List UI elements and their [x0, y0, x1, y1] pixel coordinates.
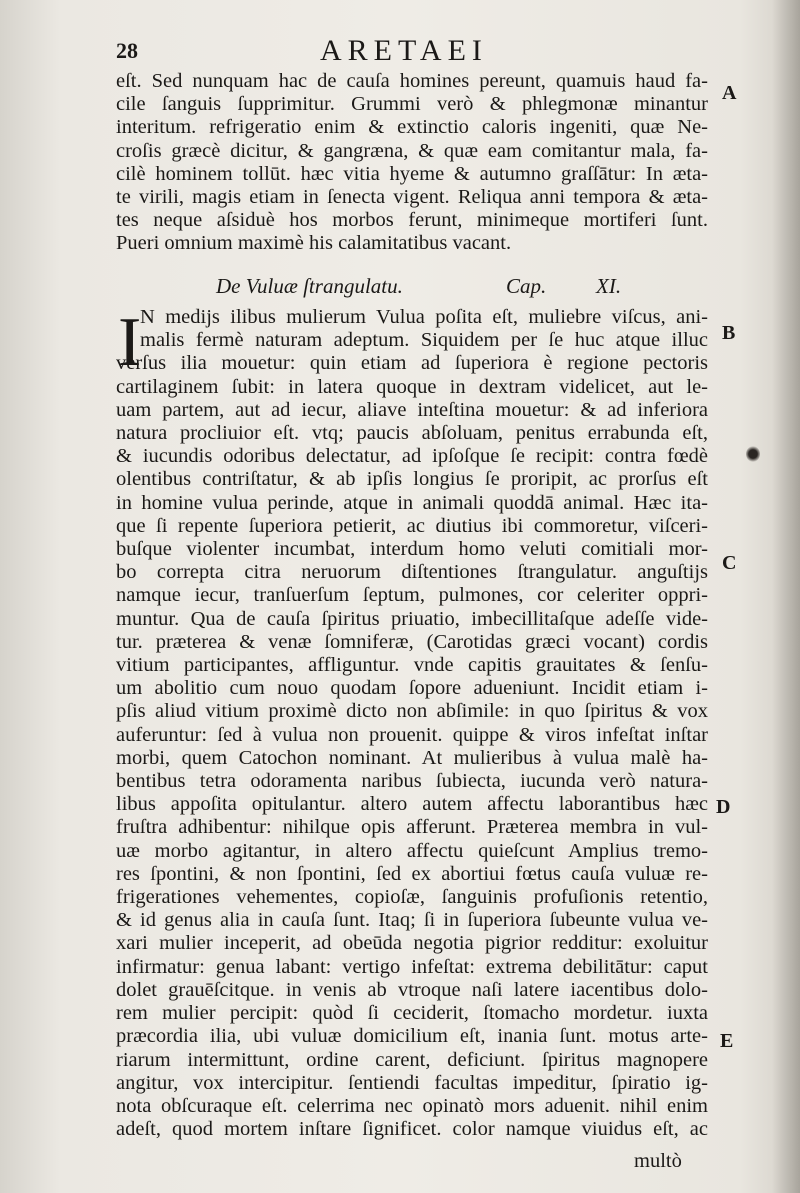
margin-letter-b: B — [722, 322, 736, 344]
ink-blot — [746, 446, 760, 462]
chapter-text-line: tur. præterea & venæ ſomniferæ, (Carotidas græci vocant) cordis — [116, 630, 708, 653]
margin-letter-e: E — [720, 1030, 734, 1052]
text-line: te virili, magis etiam in ſenecta vigent. Reliqua anni tempora & æta- — [116, 186, 708, 209]
chapter-text-line: buſque violenter incumbat, interdum homo veluti comitiali mor- — [116, 538, 708, 561]
chapter-text-line: N medijs ilibus mulierum Vulua poſita eſt, muliebre viſcus, ani- — [140, 306, 708, 328]
chapter-text-line: malis fermè naturam adeptum. Siquidem per ſe huc atque illuc — [140, 329, 708, 352]
chapter-text-line: adeſt, quod mortem inſtare ſignificet. color namque viuidus eſt, ac — [116, 1118, 708, 1141]
chapter-text-line: morbi, quem Catochon nominant. At mulieribus à vulua malè ha- — [116, 746, 708, 769]
chapter-text-line: frigerationes vehementes, copioſæ, ſanguinis profuſionis retentio, — [116, 886, 708, 909]
chapter-text-line: bo correpta citra neruorum diſtentiones ſtrangulatur. anguſtijs — [116, 561, 708, 584]
chapter-text-line: uam partem, aut ad iecur, aliave inteſtina mouetur: & ad inferiora — [116, 398, 708, 421]
chapter-text-line: angitur, vox intercipitur. ſentiendi facultas impeditur, ſpiratio ig- — [116, 1071, 708, 1094]
chapter-text-line: & id genus alia in cauſa ſunt. Itaq; ſi in ſuperiora ſubeunte vulua ve- — [116, 909, 708, 932]
preceding-chapter-text — [116, 70, 708, 256]
text-line: cilè hominem tollūt. hæc vitia hyeme & autumno graſſātur: In æta- — [116, 162, 708, 185]
drop-capital: I — [118, 304, 142, 381]
chapter-text-line: um abolitio cum nouo quodam ſopore adueniunt. Incidit etiam i- — [116, 677, 708, 700]
chapter-text-line: fruſtra adhibentur: nihilque opis afferunt. Præterea membra in vul- — [116, 816, 708, 839]
chapter-text-line: auferuntur: ſed à vulua non prouenit. quippe & viros infeſtat inſtar — [116, 723, 708, 746]
chapter-text-line: libus appoſita opitulantur. altero autem affectu laborantibus hæc — [116, 793, 708, 816]
chapter-text-line: dolet grauēſcitque. in venis ab vtroque naſi latere iacentibus dolo- — [116, 978, 708, 1001]
chapter-text-line: rem mulier percipit: quòd ſi ceciderit, ſtomacho mordetur. iuxta — [116, 1002, 708, 1025]
page-gutter-shadow — [772, 0, 800, 1193]
text-line: tes neque aſsiduè hos morbos ferunt, minimeque mortiferi ſunt. — [116, 209, 708, 232]
chapter-text-line: & iucundis odoribus delectatur, ad ipſoſque ſe recipit: contra fœdè — [116, 445, 708, 468]
text-line: cile ſanguis ſupprimitur. Grummi verò & phlegmonæ minantur — [116, 93, 708, 116]
chapter-text-line: verſus ilia mouetur: quin etiam ad ſuperiora è regione pectoris — [116, 352, 708, 375]
chapter-text-line: olentibus contriſtatur, & ab ipſis longius ſe proripit, ac prorſus eſt — [116, 468, 708, 491]
chapter-text-line: res ſpontini, & non ſpontini, ſed ex abortiui fœtus cauſa vuluæ re- — [116, 862, 708, 885]
chapter-text-line: xari mulier inceperit, ad obeūda negotia pigrior redditur: exoluitur — [116, 932, 708, 955]
catchword: multò — [634, 1150, 682, 1172]
chapter-text-line: in homine vulua perinde, atque in animali quoddā animal. Hæc ita- — [116, 491, 708, 514]
margin-letter-a: A — [722, 82, 737, 104]
chapter-text-line: que ſi repente ſuperiora petierit, ac diutius ibi commoretur, viſceri- — [116, 514, 708, 537]
chapter-text-line: nota obſcuraque eſt. celerrima nec opinatò mors aduenit. nihil enim — [116, 1094, 708, 1117]
page-number: 28 — [116, 38, 138, 63]
text-line: Pueri omnium maximè his calamitatibus vacant. — [116, 232, 512, 255]
chapter-text-line: uæ morbo agitantur, in altero affectu quieſcunt Amplius tremo- — [116, 839, 708, 862]
chapter-text-line: præcordia ilia, ubi vuluæ domicilium eſt, inania ſunt. motus arte- — [116, 1025, 708, 1048]
chapter-title: De Vuluæ ſtrangulatu. — [216, 274, 403, 298]
chapter-text-line: pſis aliud vitium proximè dicto non abſimile: in quo ſpiritus & vox — [116, 700, 708, 723]
chapter-text-line: namque iecur, tranſuerſum ſeptum, pulmones, cor celeriter oppri- — [116, 584, 708, 607]
margin-letter-d: D — [716, 796, 731, 818]
text-line: croſis græcè dicitur, & gangræna, & quæ eam comitantur mala, fa- — [116, 139, 708, 162]
chapter-number: XI. — [596, 274, 622, 298]
running-head: ARETAEI — [320, 34, 488, 67]
text-line: eſt. Sed nunquam hac de cauſa homines pereunt, quamuis haud fa- — [116, 70, 708, 92]
chapter-text-line: infirmatur: genua labant: vertigo infeſtat: extrema debilitātur: caput — [116, 955, 708, 978]
chapter-cap-label: Cap. — [506, 274, 547, 298]
chapter-text-line: muntur. Qua de cauſa ſpiritus priuatio, imbecillitaſque adeſſe vide- — [116, 607, 708, 630]
text-line: interitum. refrigeratio enim & extinctio caloris ingeniti, quæ Ne- — [116, 116, 708, 139]
chapter-text-line: natura procliuior eſt. vtq; paucis abſoluam, penitus errabunda eſt, — [116, 422, 708, 445]
chapter-text-line: cartilaginem ſubit: in latera quoque in dextram videlicet, aut le- — [116, 375, 708, 398]
chapter-text-line: bentibus tetra odoramenta naribus ſubiecta, iucunda verò natura- — [116, 770, 708, 793]
chapter-text-line: vitium participantes, affliguntur. vnde capitis grauitates & ſenſu- — [116, 654, 708, 677]
chapter-text — [116, 306, 708, 1141]
chapter-text-line: riarum intermittunt, ordine carent, deficiunt. ſpiritus magnopere — [116, 1048, 708, 1071]
margin-letter-c: C — [722, 552, 737, 574]
